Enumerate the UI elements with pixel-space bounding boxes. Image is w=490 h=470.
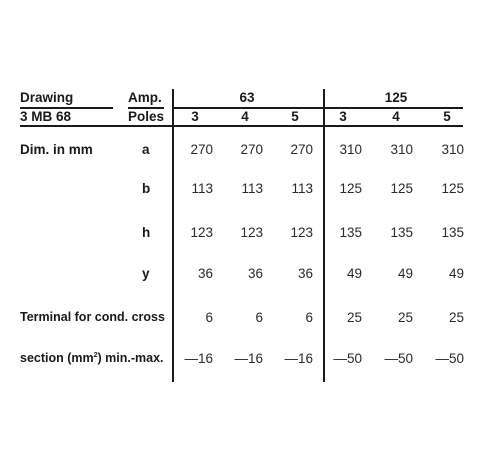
table-cell: 49 [346, 266, 362, 281]
table-cell: 310 [339, 142, 362, 157]
table-cell: 25 [448, 310, 464, 325]
table-cell: 270 [190, 142, 213, 157]
row-key-h: h [142, 225, 151, 240]
table-cell: 310 [441, 142, 464, 157]
table-cell: 25 [397, 310, 413, 325]
table-cell: 113 [241, 181, 263, 196]
amp-group-63: 63 [239, 90, 255, 105]
terminal-label-sup: 2 [93, 352, 98, 359]
poles-col-6: 5 [443, 109, 451, 124]
table-cell: 125 [441, 181, 464, 196]
table-cell: 125 [390, 181, 413, 196]
terminal-label-pre: section (mm [20, 351, 94, 365]
drawing-code: 3 MB 68 [20, 109, 72, 124]
poles-label: Poles [128, 109, 165, 124]
table-cell: 135 [441, 225, 464, 240]
table-cell: 36 [197, 266, 213, 281]
poles-col-3: 5 [291, 109, 299, 124]
table-cell: 36 [297, 266, 313, 281]
table-cell: —50 [384, 351, 413, 366]
table-cell: 49 [448, 266, 464, 281]
poles-col-5: 4 [392, 109, 400, 124]
row-key-a: a [142, 142, 150, 157]
drawing-label: Drawing [20, 90, 74, 105]
amp-group-125: 125 [384, 90, 408, 105]
header-rule-bottom [20, 125, 463, 127]
table-cell: 6 [205, 310, 213, 325]
terminal-label-post: ) min.-max. [97, 351, 164, 365]
table-cell: 25 [346, 310, 362, 325]
table-cell: 135 [390, 225, 413, 240]
table-cell: —16 [284, 351, 313, 366]
header-rule-groups [172, 107, 463, 109]
amp-label: Amp. [128, 90, 162, 105]
terminal-label-line2 [20, 352, 164, 365]
table-cell: —16 [234, 351, 263, 366]
table-cell: 113 [191, 181, 213, 196]
poles-col-1: 3 [191, 109, 199, 124]
terminal-label-line1: Terminal for cond. cross [20, 310, 165, 324]
row-key-y: y [142, 266, 150, 281]
table-cell: 36 [247, 266, 263, 281]
table-cell: —16 [184, 351, 213, 366]
table-cell: 123 [190, 225, 213, 240]
table-cell: 270 [290, 142, 313, 157]
table-cell: 49 [397, 266, 413, 281]
table-cell: 125 [339, 181, 362, 196]
table-cell: 123 [240, 225, 263, 240]
row-key-b: b [142, 181, 151, 196]
table-cell: 270 [240, 142, 263, 157]
poles-col-2: 4 [241, 109, 249, 124]
table-cell: 123 [290, 225, 313, 240]
table-cell: —50 [333, 351, 362, 366]
poles-col-4: 3 [339, 109, 347, 124]
table-cell: 6 [305, 310, 313, 325]
table-cell: 6 [255, 310, 263, 325]
header-rule-amp [128, 107, 164, 109]
header-rule-left [20, 107, 113, 109]
table-cell: 113 [291, 181, 313, 196]
table-cell: 135 [339, 225, 362, 240]
dim-label: Dim. in mm [20, 142, 93, 157]
table-cell: 310 [390, 142, 413, 157]
table-cell: —50 [435, 351, 464, 366]
